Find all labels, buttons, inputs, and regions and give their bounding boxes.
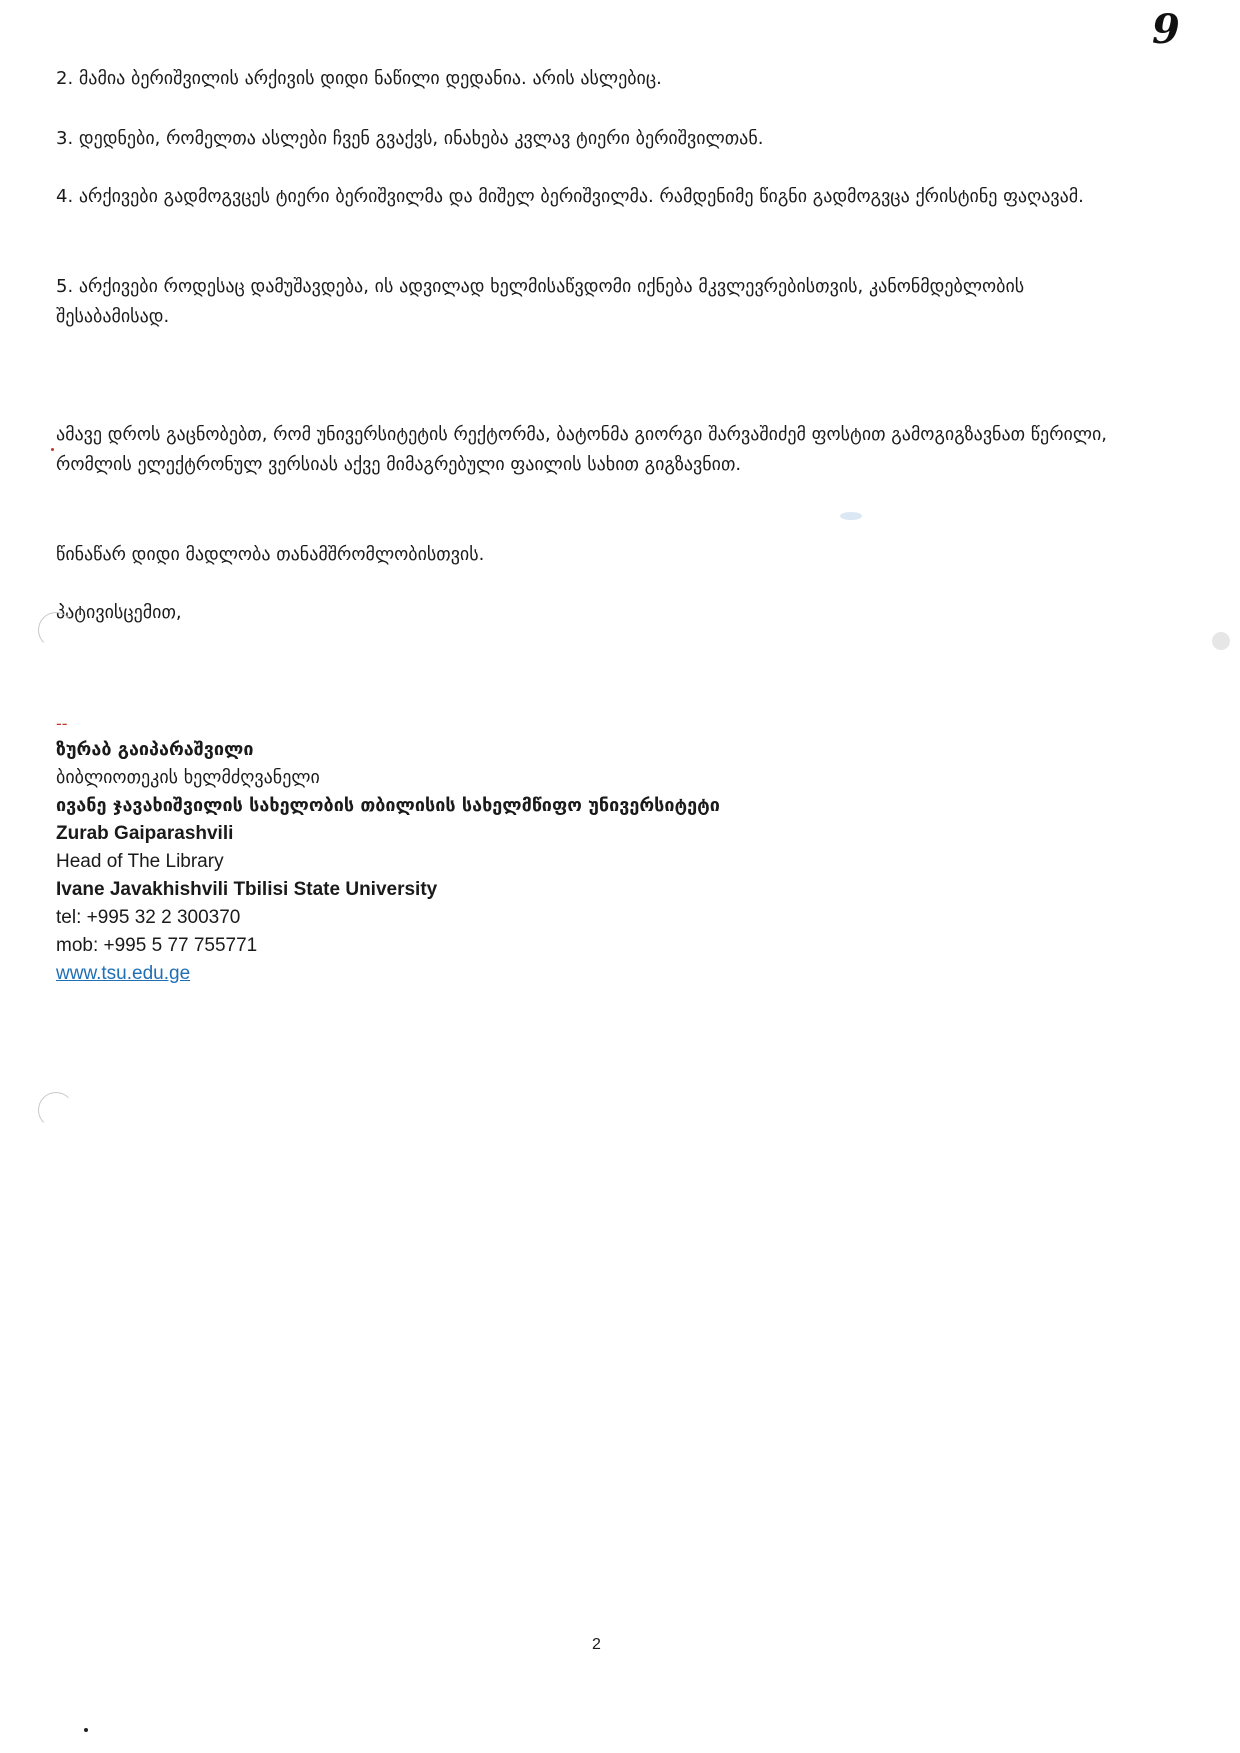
- closing-salutation: პატივისცემით,: [56, 602, 182, 623]
- signer-org-en: Ivane Javakhishvili Tbilisi State University: [56, 879, 438, 900]
- punch-hole-mark: [38, 612, 74, 648]
- page-number: 2: [592, 1636, 601, 1653]
- signer-position-en: Head of The Library: [56, 851, 224, 872]
- signer-org-ka: ივანე ჯავახიშვილის სახელობის თბილისის სახელმწიფო უნივერსიტეტი: [56, 795, 720, 816]
- paragraph-rector-letter: ამავე დროს გაცნობებთ, რომ უნივერსიტეტის რექტორმა, ბატონმა გიორგი შარვაშიძემ ფოსტით გამოგიგზავნათ წერილი, რომლის ელექტრონულ ვერსიას აქვე მიმაგრებული ფაილის სახით გიგზავნით.: [56, 424, 1108, 475]
- scan-speck: [1212, 632, 1230, 650]
- paragraph-item-5: 5. არქივები როდესაც დამუშავდება, ის ადვილად ხელმისაწვდომი იქნება მკვლევრებისთვის, კანონმდებლობის შესაბამისად.: [56, 276, 1025, 327]
- paragraph-item-3: 3. დედნები, რომელთა ასლები ჩვენ გვაქვს, ინახება კვლავ ტიერი ბერიშვილთან.: [56, 128, 764, 149]
- paragraph-item-2: 2. მამია ბერიშვილის არქივის დიდი ნაწილი დედანია. არის ასლებიც.: [56, 68, 662, 89]
- signer-name-ka: ზურაბ გაიპარაშვილი: [56, 739, 254, 760]
- mobile-number: mob: +995 5 77 755771: [56, 935, 258, 956]
- scan-speck: [840, 512, 862, 520]
- signature-separator: --: [56, 714, 68, 733]
- website-link[interactable]: www.tsu.edu.ge: [56, 963, 191, 984]
- scan-speck: [51, 448, 54, 451]
- signer-position-ka: ბიბლიოთეკის ხელმძღვანელი: [56, 767, 320, 788]
- phone-number: tel: +995 32 2 300370: [56, 907, 241, 928]
- signature-block: [56, 712, 956, 988]
- punch-hole-mark: [38, 1092, 74, 1128]
- scan-speck: [84, 1728, 88, 1732]
- paragraph-item-4: 4. არქივები გადმოგვცეს ტიერი ბერიშვილმა და მიშელ ბერიშვილმა. რამდენიმე წიგნი გადმოგვცა ქრისტინე ფაღავამ.: [56, 186, 1084, 207]
- handwritten-page-mark: 9: [1152, 6, 1180, 53]
- signer-name-en: Zurab Gaiparashvili: [56, 823, 234, 844]
- paragraph-thanks: წინაწარ დიდი მადლობა თანამშრომლობისთვის.: [56, 544, 485, 565]
